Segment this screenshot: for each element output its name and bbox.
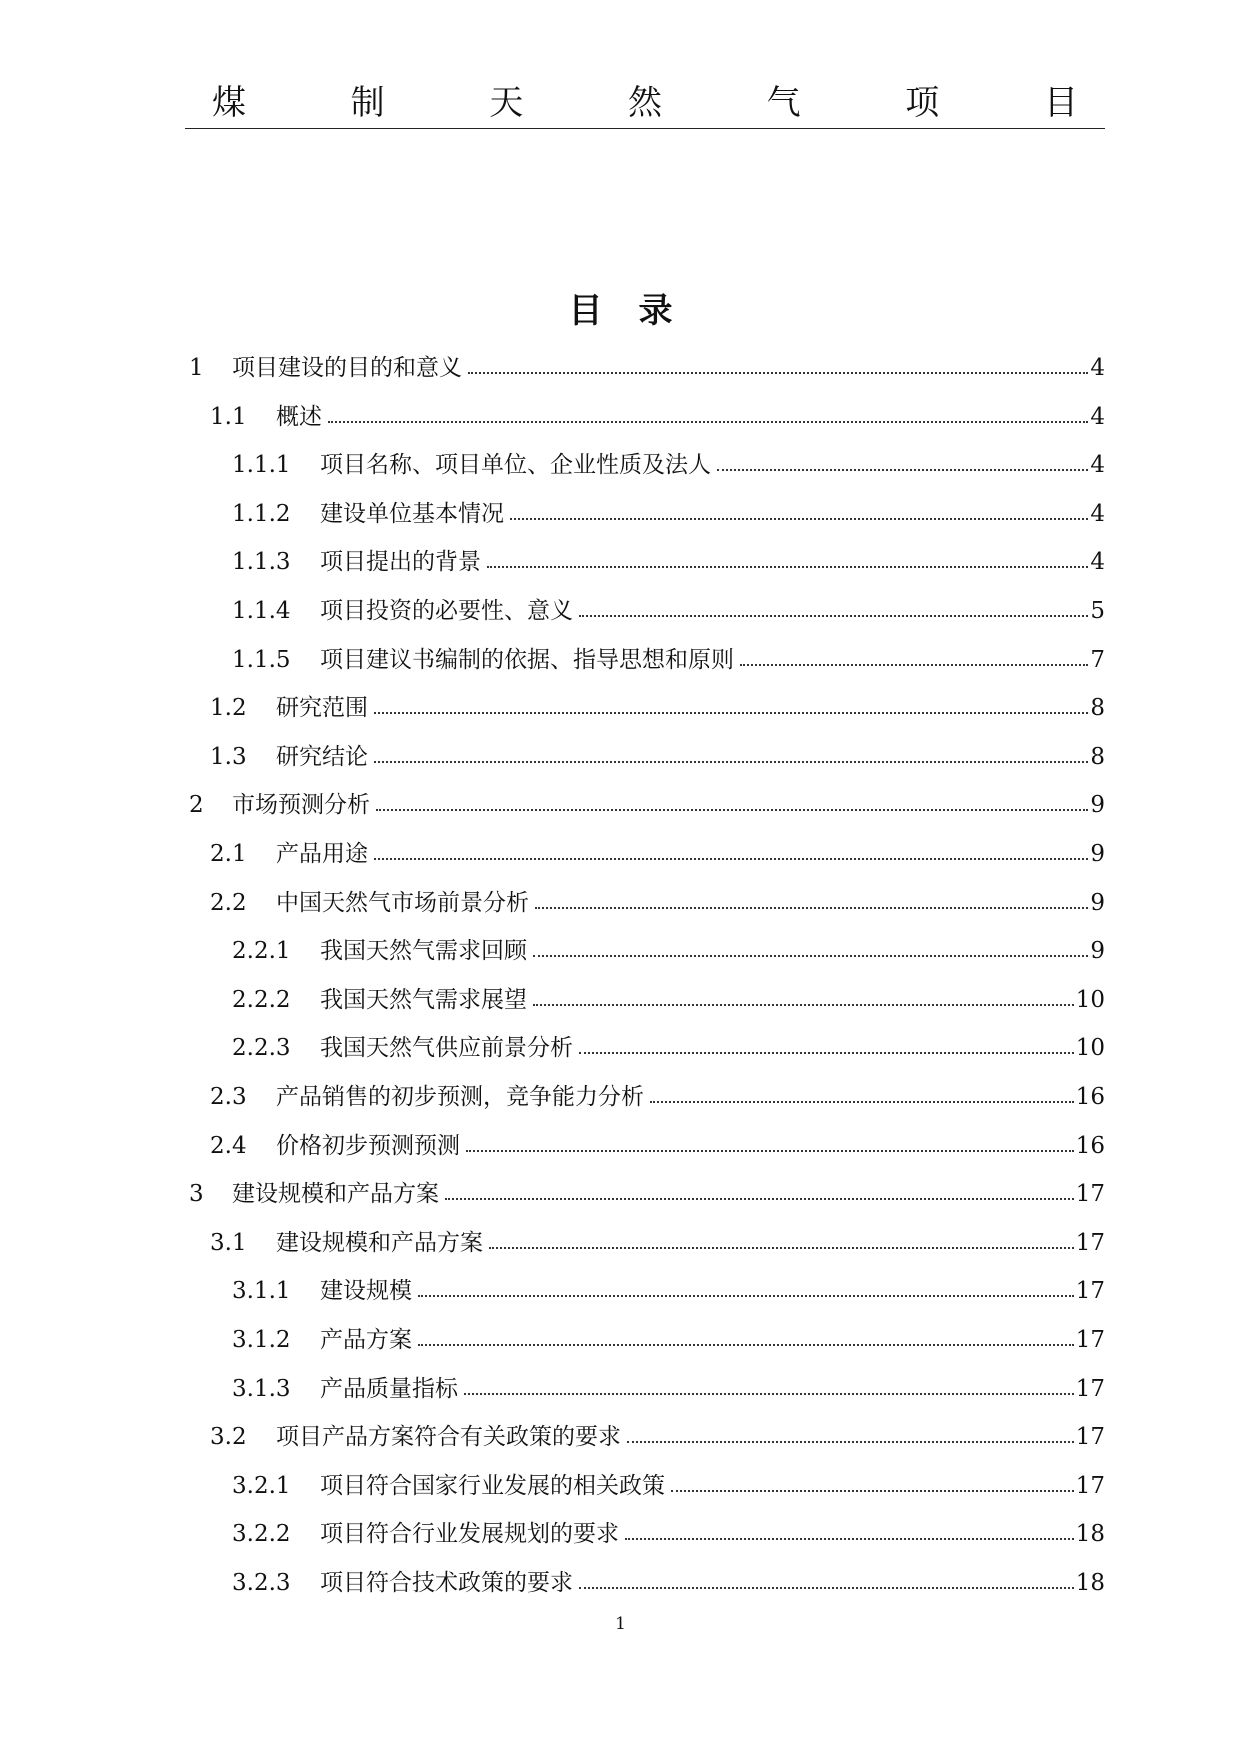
toc-dot-leader [466, 1150, 1074, 1152]
toc-entry-title: 项目提出的背景 [320, 549, 481, 576]
toc-dot-leader [374, 761, 1088, 763]
toc-entry-number: 2.2 [210, 889, 247, 916]
toc-entry-number: 1.1.1 [232, 452, 291, 479]
toc-dot-leader [717, 469, 1088, 471]
toc-entry-page: 17 [1075, 1327, 1105, 1353]
toc-dot-leader [579, 615, 1088, 617]
toc-dot-leader [468, 372, 1088, 374]
toc-entry[interactable] [210, 735, 1105, 779]
toc-entry-title: 我国天然气需求展望 [320, 986, 527, 1013]
toc-entry[interactable] [189, 1172, 1105, 1216]
toc-entry-number: 3.2.2 [232, 1521, 291, 1548]
toc-entry-title: 项目名称、项目单位、企业性质及法人 [320, 452, 711, 479]
toc-entry-page: 16 [1075, 1132, 1105, 1159]
toc-entry[interactable] [232, 540, 1105, 584]
toc-title-part: 录 [638, 291, 673, 331]
toc-entry-title: 研究范围 [276, 695, 368, 722]
toc-entry-title: 中国天然气市场前景分析 [276, 889, 529, 916]
toc-entry-number: 2.3 [210, 1084, 247, 1110]
toc-entry-title: 项目符合国家行业发展的相关政策 [320, 1472, 665, 1499]
toc-entry[interactable] [210, 881, 1105, 925]
toc-entry[interactable] [232, 1318, 1105, 1362]
toc-dot-leader [627, 1441, 1074, 1443]
toc-title-part: 目 [568, 291, 603, 331]
toc-dot-leader [740, 664, 1088, 666]
toc-entry-number: 1.1.5 [232, 646, 291, 673]
toc-entry-title: 产品用途 [276, 841, 368, 867]
toc-entry-title: 我国天然气供应前景分析 [320, 1035, 573, 1062]
toc-entry-page: 4 [1090, 500, 1105, 527]
toc-entry-title: 概述 [276, 403, 322, 430]
toc-dot-leader [625, 1538, 1074, 1540]
header-char: 气 [766, 83, 801, 123]
toc-entry-number: 2.2.3 [232, 1035, 291, 1062]
running-header-text [185, 78, 1105, 128]
toc-entry-number: 2.1 [210, 841, 247, 867]
toc-entry-page: 17 [1075, 1424, 1105, 1451]
toc-dot-leader [374, 712, 1088, 714]
toc-entry-number: 1.1.3 [232, 549, 291, 576]
toc-dot-leader [579, 1052, 1074, 1054]
toc-entry-number: 1.1.2 [232, 500, 291, 527]
toc-entry-number: 1.1 [210, 403, 247, 430]
toc-entry[interactable] [232, 1269, 1105, 1313]
toc-entry-page: 17 [1075, 1278, 1105, 1305]
toc-entry-number: 3.1.2 [232, 1327, 291, 1353]
toc-entry-page: 17 [1075, 1472, 1105, 1499]
toc-entry[interactable] [232, 589, 1105, 633]
toc-title [0, 283, 1241, 332]
toc-dot-leader [418, 1295, 1074, 1297]
toc-dot-leader [533, 955, 1088, 957]
toc-entry-number: 3 [189, 1181, 204, 1208]
toc-dot-leader [376, 809, 1088, 811]
toc-entry-page: 8 [1090, 695, 1105, 722]
toc-entry[interactable] [232, 929, 1105, 973]
toc-entry-number: 3.1.3 [232, 1375, 291, 1402]
toc-entry-number: 3.1.1 [232, 1278, 291, 1305]
toc-entry-page: 18 [1075, 1570, 1105, 1596]
header-char: 然 [627, 83, 662, 123]
toc-entry-page: 10 [1075, 986, 1105, 1013]
toc-entry-page: 5 [1090, 598, 1105, 624]
toc-entry-number: 1.3 [210, 743, 247, 770]
toc-entry[interactable] [232, 1464, 1105, 1508]
toc-entry-page: 17 [1075, 1229, 1105, 1256]
toc-entry-page: 18 [1075, 1521, 1105, 1548]
toc-entry-number: 3.2.1 [232, 1472, 291, 1499]
toc-entry-page: 4 [1090, 549, 1105, 576]
toc-entry-page: 17 [1075, 1181, 1105, 1208]
toc-entry[interactable] [232, 1026, 1105, 1070]
running-header [185, 78, 1105, 129]
toc-dot-leader [533, 1004, 1074, 1006]
toc-dot-leader [535, 907, 1088, 909]
toc-entry[interactable] [232, 443, 1105, 487]
toc-dot-leader [650, 1101, 1074, 1103]
toc-entry-number: 2.2.2 [232, 986, 291, 1013]
toc-entry[interactable] [210, 686, 1105, 730]
toc-entry-page: 4 [1090, 355, 1105, 381]
toc-entry-title: 项目符合技术政策的要求 [320, 1570, 573, 1596]
toc-entry[interactable] [232, 1561, 1105, 1605]
toc-entry[interactable] [210, 1075, 1105, 1119]
toc-entry-title: 建设规模 [320, 1278, 412, 1305]
toc-entry-number: 3.2 [210, 1424, 247, 1451]
toc-entry[interactable] [232, 638, 1105, 682]
toc-entry-title: 项目产品方案符合有关政策的要求 [276, 1424, 621, 1451]
toc-entry-title: 我国天然气需求回顾 [320, 938, 527, 965]
toc-entry-title: 项目投资的必要性、意义 [320, 598, 573, 624]
toc-entry-title: 产品质量指标 [320, 1375, 458, 1402]
toc-entry[interactable] [210, 1221, 1105, 1265]
toc-entry[interactable] [210, 1415, 1105, 1459]
toc-entry[interactable] [210, 832, 1105, 876]
toc-entry[interactable] [232, 1512, 1105, 1556]
toc-entry-page: 9 [1090, 841, 1105, 867]
header-char: 天 [489, 83, 524, 123]
toc-entry-title: 产品销售的初步预测，竞争能力分析 [276, 1084, 644, 1110]
toc-entry-number: 2 [189, 792, 204, 819]
toc-entry[interactable] [210, 1124, 1105, 1168]
toc-dot-leader [579, 1587, 1074, 1589]
toc-entry-title: 建设规模和产品方案 [232, 1181, 439, 1208]
toc-entry[interactable] [189, 783, 1105, 827]
header-char: 制 [350, 83, 385, 123]
toc-entry-title: 项目符合行业发展规划的要求 [320, 1521, 619, 1548]
toc-entry-page: 10 [1075, 1035, 1105, 1062]
toc-entry-number: 1.2 [210, 695, 247, 722]
toc-entry-title: 建设单位基本情况 [320, 500, 504, 527]
toc-entry-title: 价格初步预测预测 [276, 1132, 460, 1159]
toc-entry-number: 3.2.3 [232, 1570, 291, 1596]
toc-entry-title: 市场预测分析 [232, 792, 370, 819]
toc-entry-number: 2.2.1 [232, 938, 291, 965]
toc-entry[interactable] [232, 978, 1105, 1022]
header-char: 项 [905, 83, 940, 123]
toc-entry-number: 1.1.4 [232, 598, 291, 624]
toc-entry-page: 8 [1090, 743, 1105, 770]
toc-entry-page: 16 [1075, 1084, 1105, 1110]
toc-entry-number: 3.1 [210, 1229, 247, 1256]
toc-entry[interactable] [232, 1367, 1105, 1411]
page-number: 1 [615, 1614, 626, 1634]
toc-entry-page: 9 [1090, 938, 1105, 965]
toc-entry-page: 9 [1090, 792, 1105, 819]
toc-entry-page: 4 [1090, 452, 1105, 479]
toc-entry-title: 项目建议书编制的依据、指导思想和原则 [320, 646, 734, 673]
header-char: 煤 [212, 83, 246, 123]
header-char: 目 [1043, 83, 1078, 123]
toc-entry[interactable] [189, 346, 1105, 390]
toc-entry-title: 产品方案 [320, 1327, 412, 1353]
toc-entry[interactable] [232, 492, 1105, 536]
toc-entry-page: 17 [1075, 1375, 1105, 1402]
toc-entry[interactable] [210, 395, 1105, 439]
toc-entry-number: 1 [189, 355, 204, 381]
toc-entry-title: 项目建设的目的和意义 [232, 355, 462, 381]
toc-dot-leader [510, 518, 1088, 520]
toc-dot-leader [464, 1393, 1074, 1395]
toc-entry-title: 研究结论 [276, 743, 368, 770]
toc-dot-leader [328, 421, 1088, 423]
toc-entry-title: 建设规模和产品方案 [276, 1229, 483, 1256]
toc-dot-leader [374, 858, 1088, 860]
toc-entry-number: 2.4 [210, 1132, 247, 1159]
toc-entry-page: 7 [1090, 646, 1105, 673]
toc-dot-leader [487, 566, 1088, 568]
toc-entry-page: 4 [1090, 403, 1105, 430]
toc-dot-leader [489, 1247, 1074, 1249]
toc-dot-leader [445, 1198, 1074, 1200]
toc-dot-leader [671, 1490, 1074, 1492]
toc-entry-page: 9 [1090, 889, 1105, 916]
toc-dot-leader [418, 1344, 1074, 1346]
